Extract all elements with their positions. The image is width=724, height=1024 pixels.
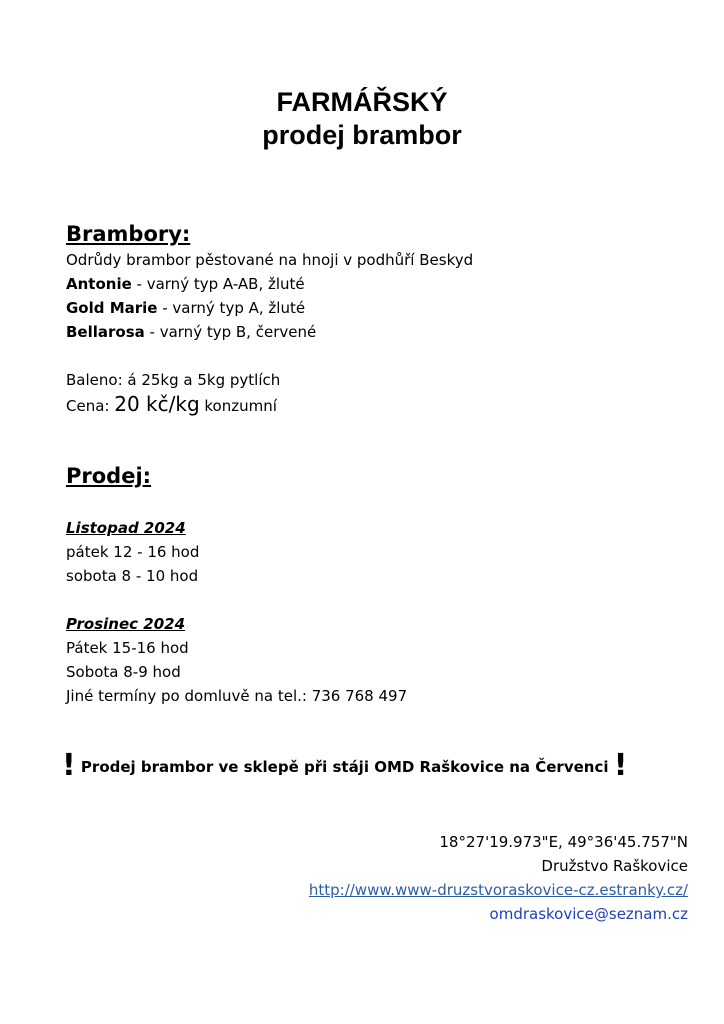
- schedule-line: Pátek 15-16 hod: [66, 639, 189, 657]
- website-link[interactable]: http://www.www-druzstvoraskovice-cz.estranky.cz/: [308, 881, 688, 899]
- title-line-1: FARMÁŘSKÝ: [276, 87, 448, 117]
- variety-item: [66, 272, 666, 296]
- variety-desc: - varný typ B, červené: [144, 323, 317, 341]
- sale-location-notice: [62, 750, 682, 783]
- month-heading: Listopad 2024: [66, 519, 186, 537]
- variety-item: [66, 320, 666, 344]
- brambory-section: [66, 220, 666, 418]
- variety-name: Antonie: [66, 275, 132, 293]
- schedule-line: sobota 8 - 10 hod: [66, 567, 199, 585]
- brambory-intro: Odrůdy brambor pěstované na hnoji v podhůří Beskyd: [66, 251, 474, 269]
- schedule-line: pátek 12 - 16 hod: [66, 543, 200, 561]
- price-value: 20 kč/kg: [114, 392, 200, 416]
- price-info: [66, 392, 666, 418]
- schedule-line: Sobota 8-9 hod: [66, 663, 181, 681]
- variety-item: [66, 296, 666, 320]
- variety-desc: - varný typ A-AB, žluté: [131, 275, 305, 293]
- notice-text: Prodej brambor ve sklepě při stáji OMD Raškovice na Červenci: [80, 758, 609, 776]
- flyer-title: [0, 86, 724, 152]
- prodej-section: [66, 462, 666, 708]
- title-line-2: prodej brambor: [262, 120, 462, 150]
- email-address[interactable]: omdraskovice@seznam.cz: [489, 905, 688, 923]
- gps-coordinates: 18°27'19.973"E, 49°36'45.757"N: [439, 833, 688, 851]
- brambory-heading: Brambory:: [66, 222, 191, 246]
- variety-name: Gold Marie: [66, 299, 158, 317]
- main-content: [66, 220, 666, 708]
- price-label: Cena:: [66, 397, 115, 415]
- price-suffix: konzumní: [199, 397, 277, 415]
- exclamation-icon: !: [613, 748, 628, 783]
- month-heading: Prosinec 2024: [66, 615, 186, 633]
- variety-name: Bellarosa: [66, 323, 145, 341]
- organization-name: Družstvo Raškovice: [541, 857, 688, 875]
- exclamation-icon: !: [62, 748, 76, 783]
- variety-desc: - varný typ A, žluté: [157, 299, 306, 317]
- packaging-info: Baleno: á 25kg a 5kg pytlích: [66, 371, 281, 389]
- contact-block: [309, 830, 688, 926]
- schedule-line: Jiné termíny po domluvě na tel.: 736 768 497: [66, 687, 408, 705]
- prodej-heading: Prodej:: [66, 464, 152, 488]
